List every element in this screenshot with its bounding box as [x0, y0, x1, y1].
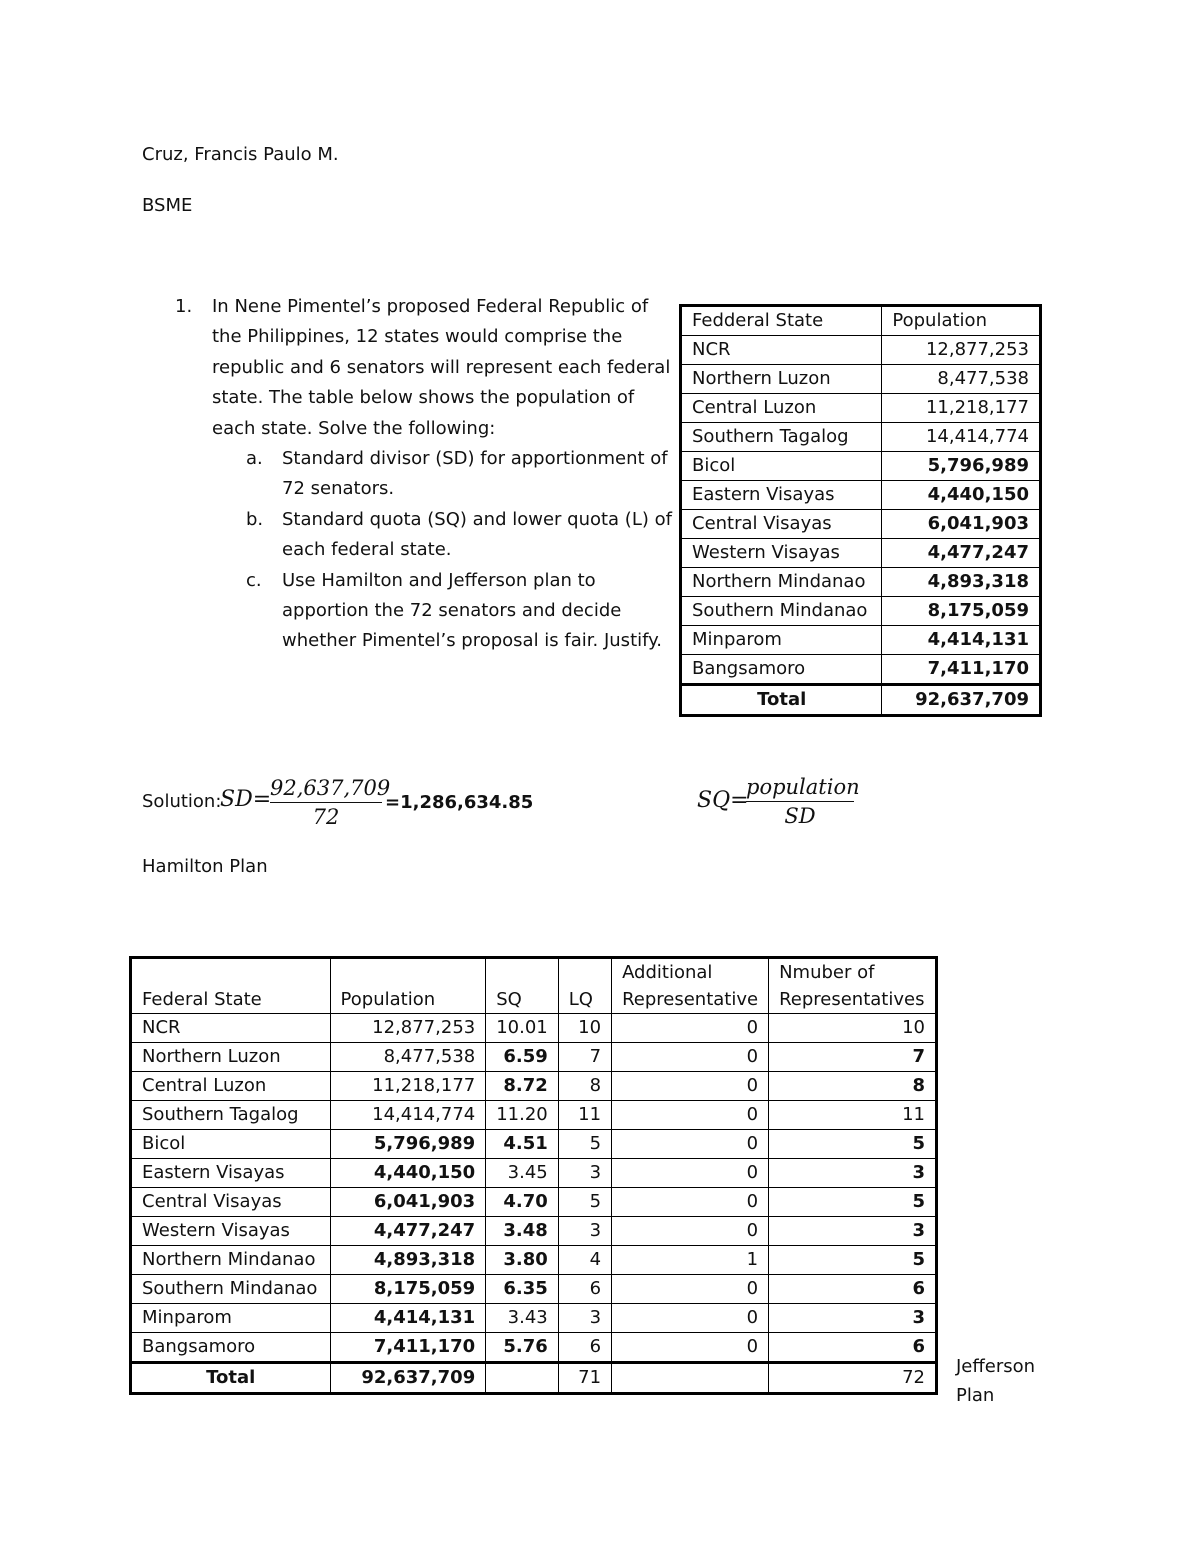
table-row: [131, 1246, 937, 1275]
population-value: 4,893,318: [882, 568, 1041, 597]
header-lq: LQ: [558, 958, 611, 1014]
total-representatives-value: 72: [769, 1363, 937, 1394]
sq-value: 6.35: [486, 1275, 559, 1304]
table-row: [681, 336, 1041, 365]
table-row: [681, 568, 1041, 597]
additional-value: 0: [612, 1014, 769, 1043]
total-label: Total: [681, 685, 882, 716]
header-federal-state: Feddera​l State: [681, 306, 882, 336]
question-number: 1.: [175, 296, 193, 317]
state-name: Southern Tagalog: [131, 1101, 331, 1130]
population-value: 6,041,903: [330, 1188, 486, 1217]
population-value: 4,893,318: [330, 1246, 486, 1275]
sq-value: 3.80: [486, 1246, 559, 1275]
population-value: 7,411,170: [330, 1333, 486, 1363]
additional-value: 0: [612, 1275, 769, 1304]
question-text: [212, 292, 672, 657]
sd-symbol: SD=: [220, 787, 272, 812]
table-row: [681, 597, 1041, 626]
population-value: 5,796,989: [330, 1130, 486, 1159]
table-row: [131, 1101, 937, 1130]
sd-fraction: [270, 774, 391, 831]
sq-denominator: SD: [746, 801, 854, 830]
question-item-c: c. Use Hamilton and Jefferson plan to apportion the 72 senators and decide whether Pimentel’s proposal is fair. Justify.: [246, 569, 662, 652]
population-value: 12,877,253: [330, 1014, 486, 1043]
state-name: Southern Tagalog: [681, 423, 882, 452]
header-population: Population: [882, 306, 1041, 336]
table-row: [681, 452, 1041, 481]
lq-value: 7: [558, 1043, 611, 1072]
additional-value: 0: [612, 1333, 769, 1363]
representatives-value: 7: [769, 1043, 937, 1072]
sq-value: 4.51: [486, 1130, 559, 1159]
table-row: [131, 1304, 937, 1333]
solution-label: Solution:: [142, 791, 222, 812]
sq-value: 3.48: [486, 1217, 559, 1246]
state-name: Eastern Visayas: [131, 1159, 331, 1188]
lq-value: 8: [558, 1072, 611, 1101]
header-population: Population: [330, 958, 486, 1014]
representatives-value: 3: [769, 1159, 937, 1188]
table-row: [681, 626, 1041, 655]
table-row: [681, 423, 1041, 452]
population-value: 14,414,774: [882, 423, 1041, 452]
population-value: 14,414,774: [330, 1101, 486, 1130]
total-value: 92,637,709: [882, 685, 1041, 716]
sq-symbol: SQ=: [697, 788, 749, 813]
population-value: 11,218,177: [882, 394, 1041, 423]
population-value: 7,411,170: [882, 655, 1041, 685]
population-value: 4,414,131: [330, 1304, 486, 1333]
state-name: Minparom: [131, 1304, 331, 1333]
lq-value: 3: [558, 1217, 611, 1246]
sd-denominator: 72: [270, 802, 382, 831]
table-row: [131, 1159, 937, 1188]
state-name: Central Visayas: [131, 1188, 331, 1217]
state-name: Northern Luzon: [131, 1043, 331, 1072]
state-name: Central Luzon: [131, 1072, 331, 1101]
additional-value: 0: [612, 1159, 769, 1188]
population-header-row: [681, 306, 1041, 336]
population-value: 12,877,253: [882, 336, 1041, 365]
population-value: 8,477,538: [882, 365, 1041, 394]
table-row: [681, 365, 1041, 394]
total-label: Total: [131, 1363, 331, 1394]
hamilton-title: Hamilton Plan: [142, 856, 268, 877]
representatives-value: 5: [769, 1246, 937, 1275]
additional-value: 0: [612, 1217, 769, 1246]
sq-value: 4.70: [486, 1188, 559, 1217]
table-row: [681, 655, 1041, 685]
representatives-value: 11: [769, 1101, 937, 1130]
additional-value: 0: [612, 1304, 769, 1333]
sq-value: 5.76: [486, 1333, 559, 1363]
state-name: Western Visayas: [681, 539, 882, 568]
table-row: [131, 1333, 937, 1363]
lq-value: 6: [558, 1333, 611, 1363]
additional-value: 0: [612, 1043, 769, 1072]
population-value: 4,414,131: [882, 626, 1041, 655]
population-value: 4,477,247: [882, 539, 1041, 568]
total-lq-value: 71: [558, 1363, 611, 1394]
state-name: Southern Mindanao: [681, 597, 882, 626]
state-name: Southern Mindanao: [131, 1275, 331, 1304]
question-intro: In Nene Pimentel’s proposed Federal Republic of the Philippines, 12 states would comprise the republic and 6 senators will represent each federal state. The table below shows the population of each state. Solve the following:: [212, 296, 671, 439]
additional-value: 0: [612, 1188, 769, 1217]
population-value: 4,477,247: [330, 1217, 486, 1246]
sd-numerator: 92,637,709: [270, 776, 391, 800]
state-name: Bicol: [131, 1130, 331, 1159]
representatives-value: 6: [769, 1333, 937, 1363]
state-name: Central Luzon: [681, 394, 882, 423]
table-row: [131, 1130, 937, 1159]
table-row: [131, 1072, 937, 1101]
total-population-value: 92,637,709: [330, 1363, 486, 1394]
sq-value: 11.20: [486, 1101, 559, 1130]
state-name: NCR: [131, 1014, 331, 1043]
header-number-of-representatives: Nmuber of Representatives: [769, 958, 937, 1014]
population-value: 8,477,538: [330, 1043, 486, 1072]
table-row: [681, 539, 1041, 568]
state-name: NCR: [681, 336, 882, 365]
state-name: Minparom: [681, 626, 882, 655]
lq-value: 3: [558, 1304, 611, 1333]
jefferson-title-line2: Plan: [956, 1385, 995, 1406]
population-value: 8,175,059: [330, 1275, 486, 1304]
population-table: [679, 304, 1042, 717]
representatives-value: 5: [769, 1130, 937, 1159]
table-row: [131, 1275, 937, 1304]
population-value: 6,041,903: [882, 510, 1041, 539]
sq-fraction: [746, 773, 860, 830]
representatives-value: 3: [769, 1217, 937, 1246]
lq-value: 10: [558, 1014, 611, 1043]
course: BSME: [142, 195, 193, 216]
student-name: Cruz, Francis Paulo M.: [142, 144, 339, 165]
additional-value: 1: [612, 1246, 769, 1275]
state-name: Central Visayas: [681, 510, 882, 539]
header-additional-representative: Additional Representative: [612, 958, 769, 1014]
sd-result: =1,286,634.85: [385, 792, 534, 813]
state-name: Northern Mindanao: [681, 568, 882, 597]
state-name: Northern Luzon: [681, 365, 882, 394]
state-name: Eastern Visayas: [681, 481, 882, 510]
state-name: Bangsamoro: [681, 655, 882, 685]
sq-value: 3.43: [486, 1304, 559, 1333]
table-row: [131, 1014, 937, 1043]
question-item-b: b. Standard quota (SQ) and lower quota (L) of each federal state.: [246, 508, 672, 561]
population-value: 4,440,150: [330, 1159, 486, 1188]
population-value: 11,218,177: [330, 1072, 486, 1101]
representatives-value: 3: [769, 1304, 937, 1333]
header-sq: SQ: [486, 958, 559, 1014]
table-row: [681, 510, 1041, 539]
question-item-a: a. Standard divisor (SD) for apportionment of 72 senators.: [246, 448, 668, 500]
additional-value: 0: [612, 1101, 769, 1130]
additional-value: 0: [612, 1072, 769, 1101]
state-name: Western Visayas: [131, 1217, 331, 1246]
total-sq-value: [486, 1363, 559, 1394]
lq-value: 5: [558, 1130, 611, 1159]
sq-value: 8.72: [486, 1072, 559, 1101]
representatives-value: 10: [769, 1014, 937, 1043]
population-value: 8,175,059: [882, 597, 1041, 626]
population-value: 5,796,989: [882, 452, 1041, 481]
population-value: 4,440,150: [882, 481, 1041, 510]
additional-value: 0: [612, 1130, 769, 1159]
table-row: [131, 1217, 937, 1246]
lq-value: 5: [558, 1188, 611, 1217]
hamilton-table: [129, 956, 938, 1395]
sq-value: 3.45: [486, 1159, 559, 1188]
state-name: Northern Mindanao: [131, 1246, 331, 1275]
sq-value: 6.59: [486, 1043, 559, 1072]
sq-value: 10.01: [486, 1014, 559, 1043]
header-federal-state: Federal State: [131, 958, 331, 1014]
lq-value: 11: [558, 1101, 611, 1130]
state-name: Bangsamoro: [131, 1333, 331, 1363]
state-name: Bicol: [681, 452, 882, 481]
table-row: [131, 1188, 937, 1217]
table-row: [131, 1043, 937, 1072]
lq-value: 4: [558, 1246, 611, 1275]
representatives-value: 6: [769, 1275, 937, 1304]
representatives-value: 5: [769, 1188, 937, 1217]
total-row: [681, 685, 1041, 716]
total-row: [131, 1363, 937, 1394]
representatives-value: 8: [769, 1072, 937, 1101]
lq-value: 6: [558, 1275, 611, 1304]
table-row: [681, 394, 1041, 423]
total-additional-value: [612, 1363, 769, 1394]
lq-value: 3: [558, 1159, 611, 1188]
jefferson-title-line1: Jefferson: [956, 1356, 1036, 1377]
hamilton-header-row: [131, 958, 937, 1014]
sq-numerator: population: [746, 775, 860, 799]
table-row: [681, 481, 1041, 510]
